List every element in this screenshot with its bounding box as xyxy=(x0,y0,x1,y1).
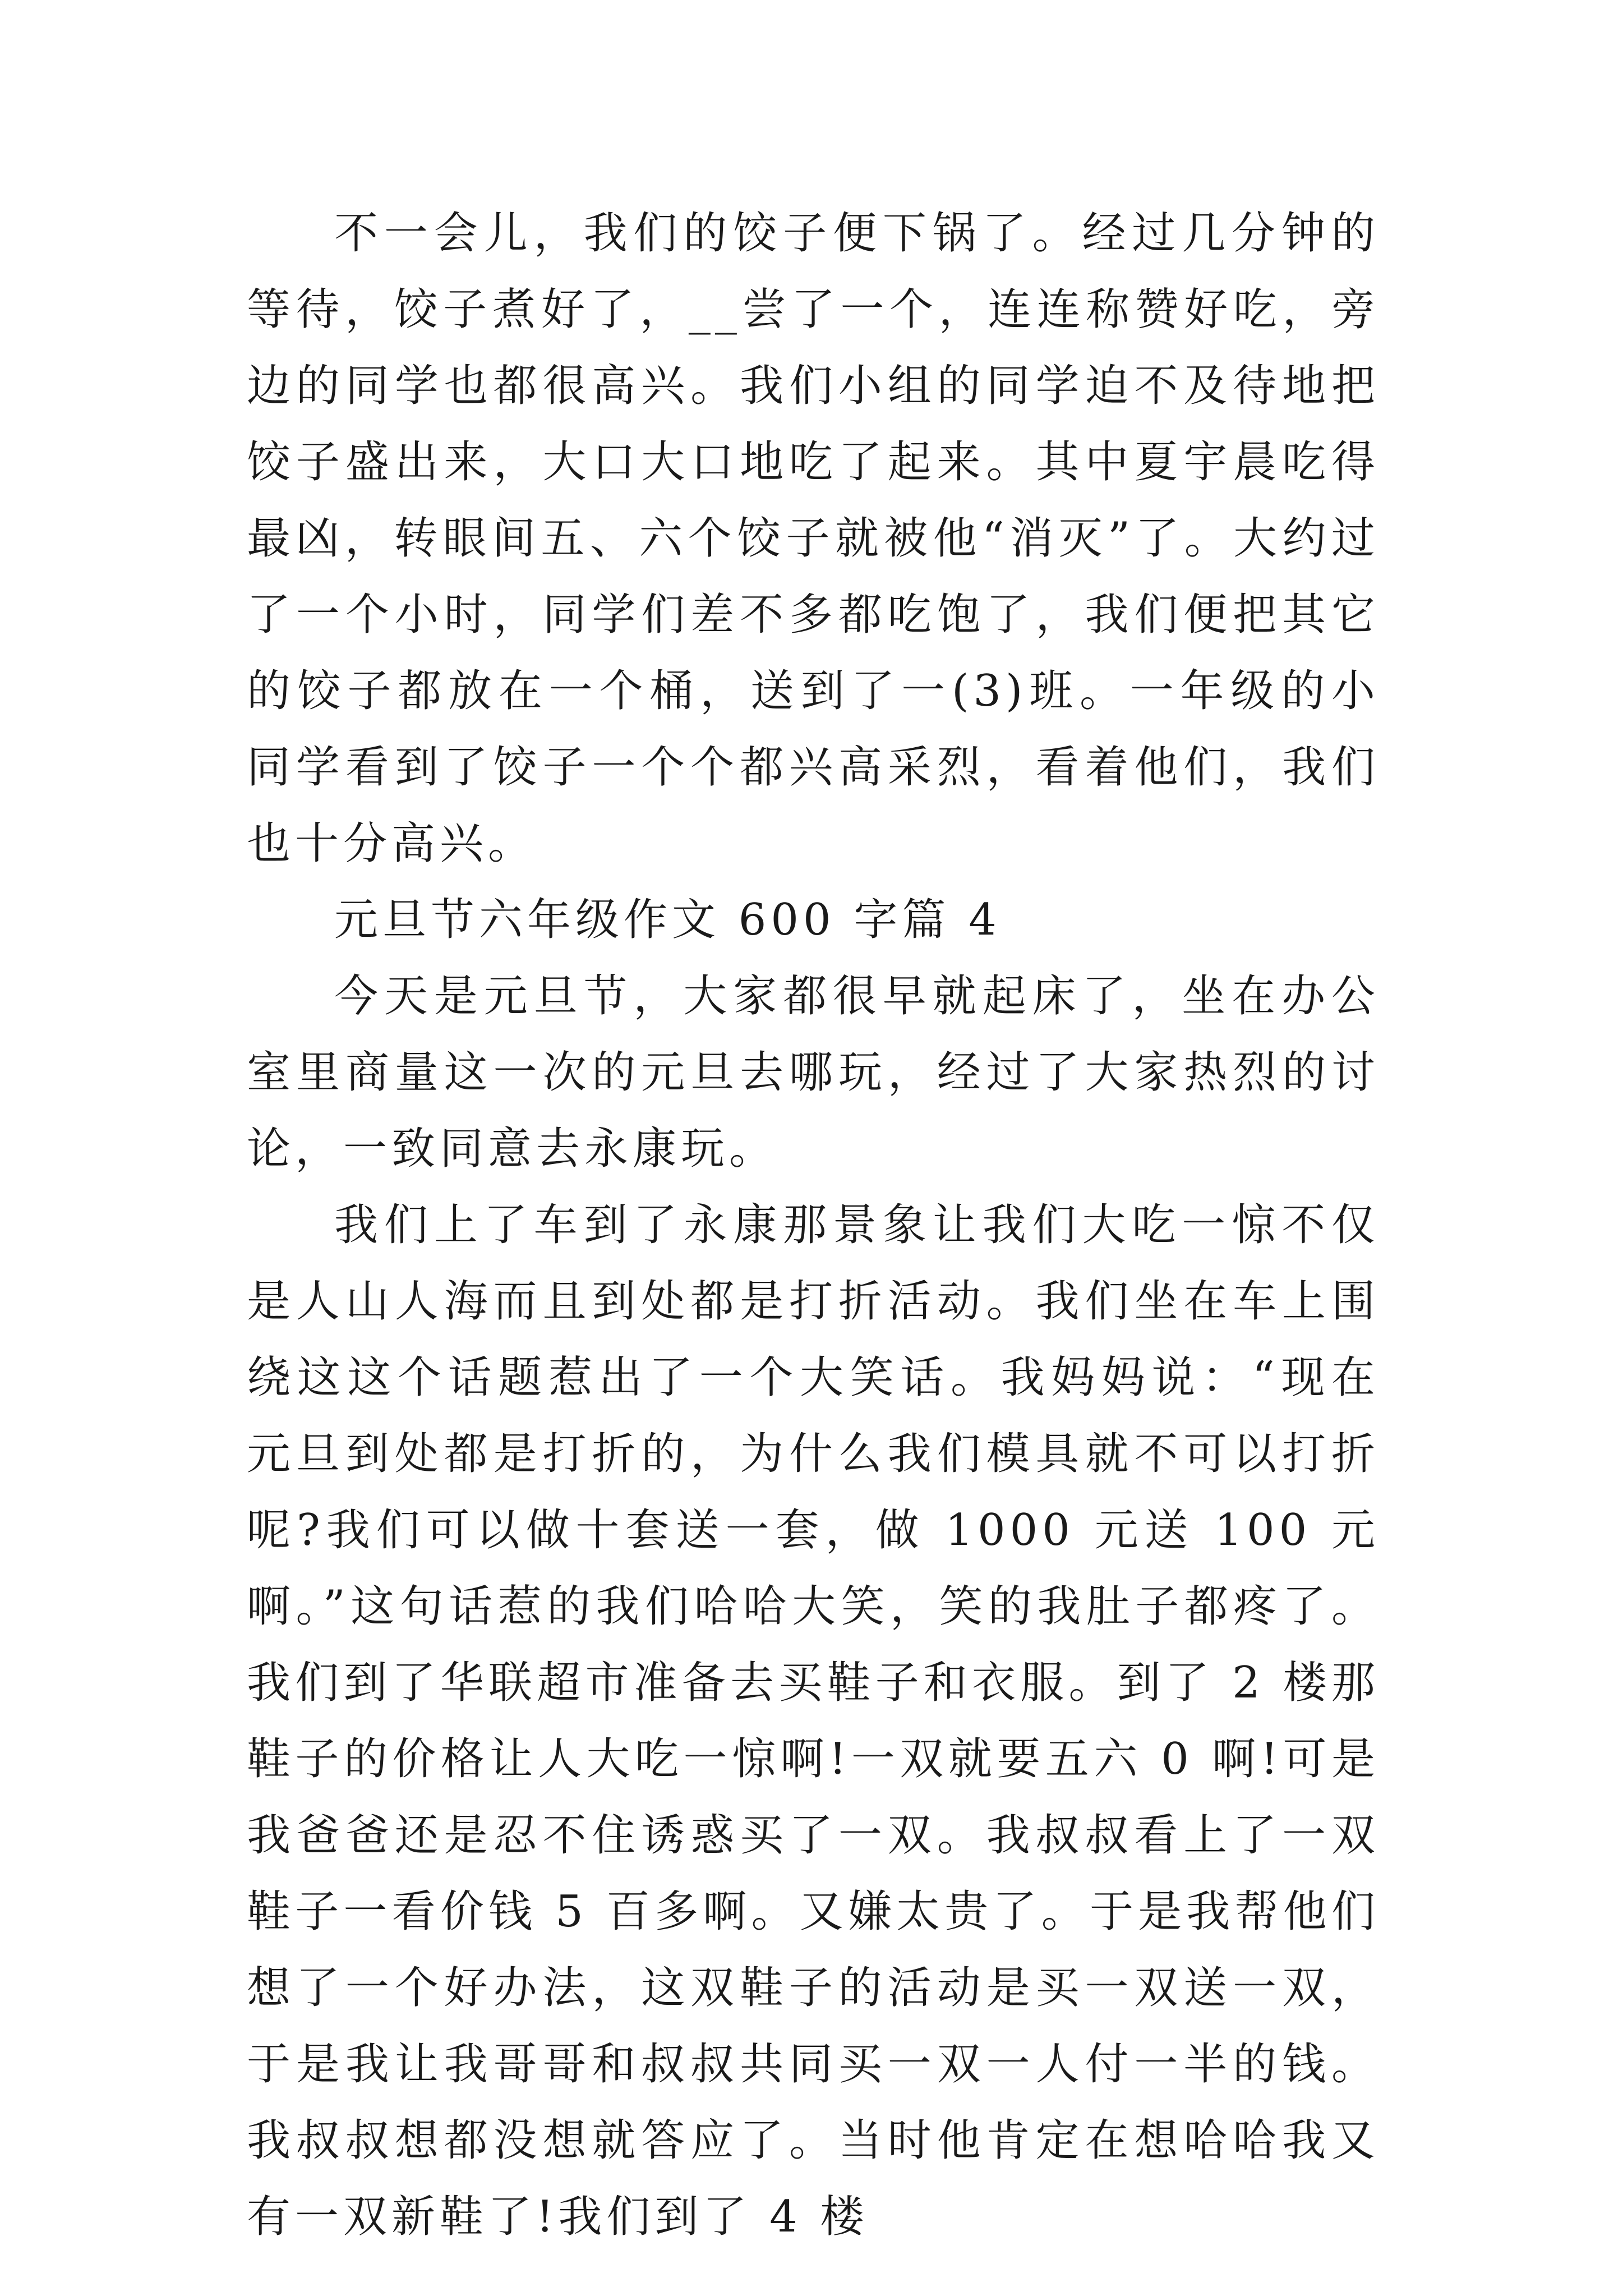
paragraph-new-year-morning: 今天是元旦节，大家都很早就起床了，坐在办公室里商量这一次的元旦去哪玩，经过了大家热烈的讨论，一致同意去永康玩。 xyxy=(247,971,1380,1174)
document-body xyxy=(247,195,1380,2255)
section-heading: 元旦节六年级作文 600 字篇 4 xyxy=(334,895,1001,945)
paragraph-yongkang-trip: 我们上了车到了永康那景象让我们大吃一惊不仅是人山人海而且到处都是打折活动。我们坐在车上围绕这这个话题惹出了一个大笑话。我妈妈说：“现在元旦到处都是打折的，为什么我们模具就不可以打折呢?我们可以做十套送一套，做 1000 元送 100 元啊。”这句话惹的我们哈哈大笑，笑的我肚子都疼了。我们到了华联超市准备去买鞋子和衣服。到了 2 楼那鞋子的价格让人大吃一惊啊!一双就要五六 0 啊!可是我爸爸还是忍不住诱惑买了一双。我叔叔看上了一双鞋子一看价钱 5 百多啊。又嫌太贵了。于是我帮他们想了一个好办法，这双鞋子的活动是买一双送一双，于是我让我哥哥和叔叔共同买一双一人付一半的钱。我叔叔想都没想就答应了。当时他肯定在想哈哈我又有一双新鞋了!我们到了 4 楼 xyxy=(247,1200,1380,2242)
paragraph-dumplings: 不一会儿，我们的饺子便下锅了。经过几分钟的等待，饺子煮好了，__尝了一个，连连称赞好吃，旁边的同学也都很高兴。我们小组的同学迫不及待地把饺子盛出来，大口大口地吃了起来。其中夏宇晨吃得最凶，转眼间五、六个饺子就被他“消灭”了。大约过了一个小时，同学们差不多都吃饱了，我们便把其它的饺子都放在一个桶，送到了一(3)班。一年级的小同学看到了饺子一个个都兴高采烈，看着他们，我们也十分高兴。 xyxy=(247,208,1380,869)
